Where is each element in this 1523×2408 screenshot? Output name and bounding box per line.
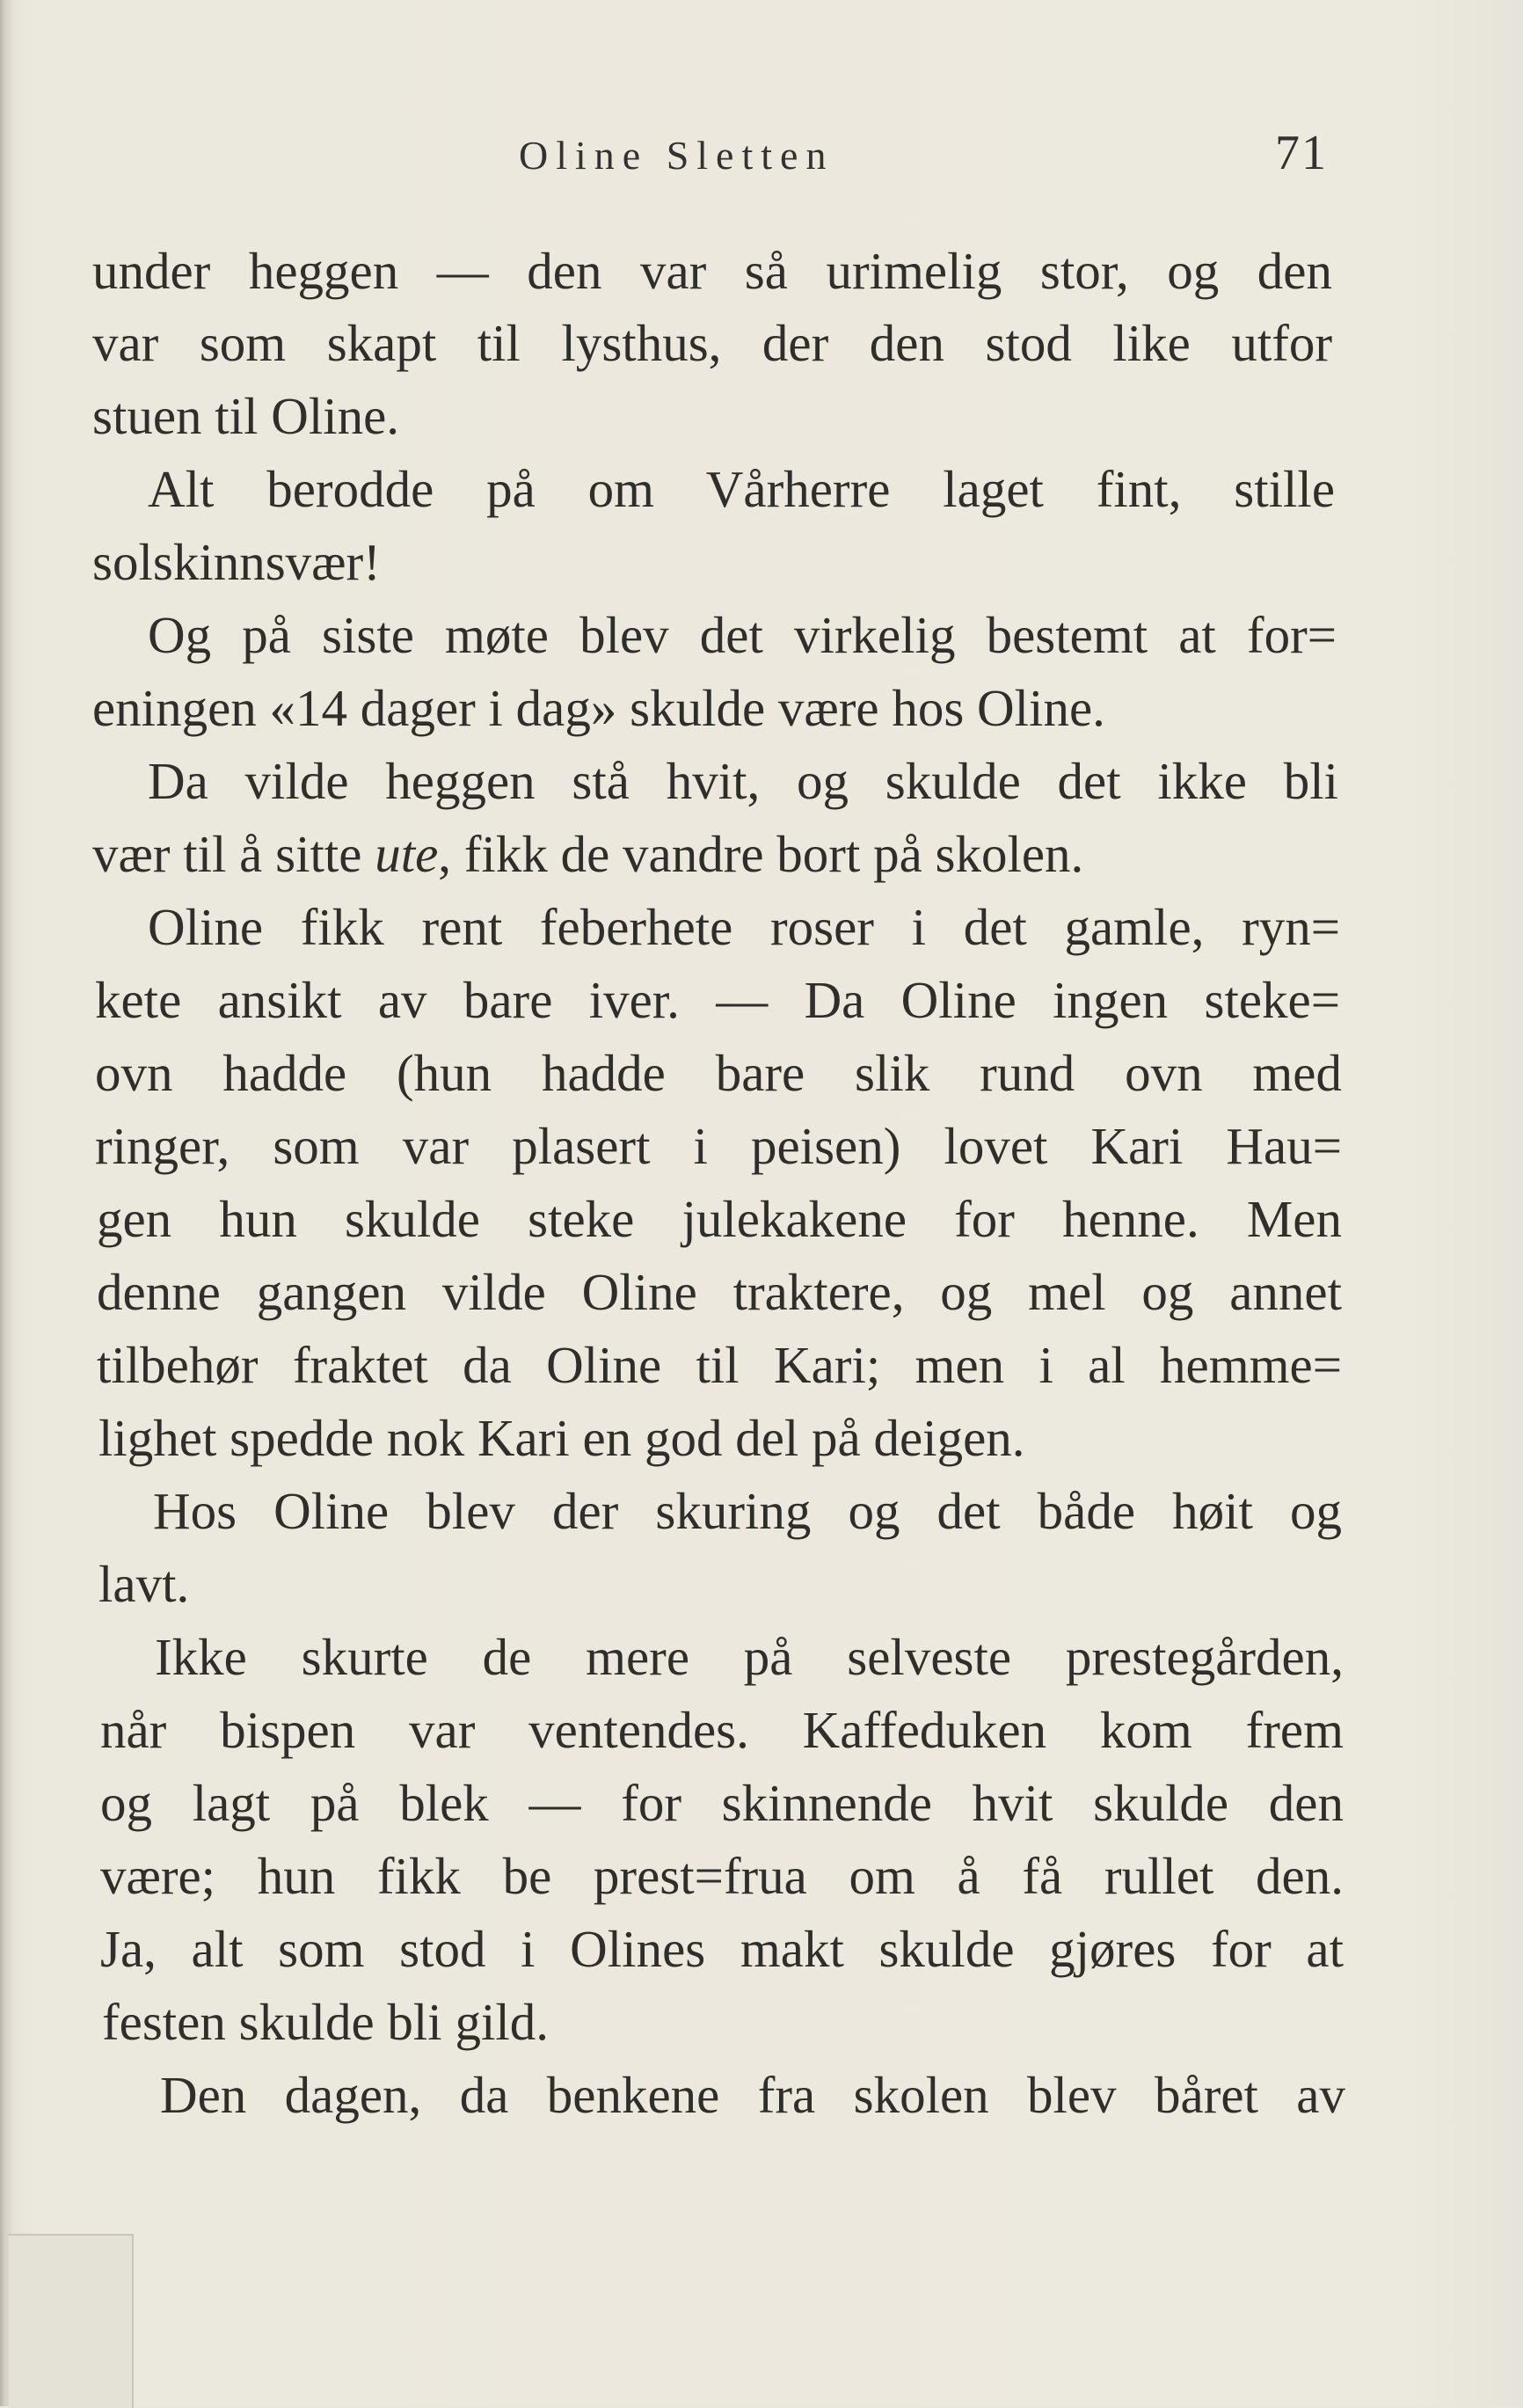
text-line-19: lavt.: [98, 1555, 190, 1613]
text-line-3: stuen til Oline.: [92, 387, 400, 445]
binding-edge: [0, 0, 12, 2406]
text-line-4: Alt berodde på om Vårherre laget fint, stille: [148, 460, 1335, 518]
text-line-1: under heggen — den var så urimelig stor, og den: [92, 242, 1332, 300]
text-line-17: lighet spedde nok Kari en god del på deigen.: [98, 1409, 1025, 1467]
text-line-23: være; hun fikk be prest=frua om å få rullet den.: [100, 1847, 1344, 1905]
text-line-2: var som skapt til lysthus, der den stod like utfor: [92, 314, 1332, 372]
text-segment: vær til å sitte: [92, 825, 362, 883]
text-line-13: ringer, som var plasert i peisen) lovet Kari Hau=: [95, 1117, 1342, 1175]
text-line-18: Hos Oline blev der skuring og det både høit og: [153, 1482, 1342, 1540]
text-line-25: festen skulde bli gild.: [102, 1993, 549, 2051]
text-line-9: [92, 823, 1083, 885]
italic-word: ute: [375, 825, 439, 883]
text-line-12: ovn hadde (hun hadde bare slik rund ovn med: [95, 1044, 1342, 1102]
text-segment: , fikk de vandre bort på skolen.: [438, 825, 1084, 883]
text-line-22: og lagt på blek — for skinnende hvit skulde den: [100, 1774, 1344, 1832]
text-line-7: eningen «14 dager i dag» skulde være hos Oline.: [92, 679, 1105, 737]
text-line-24: Ja, alt som stod i Olines makt skulde gjøres for at: [100, 1920, 1344, 1978]
library-pocket-mark: [9, 2234, 134, 2408]
text-line-6: Og på siste møte blev det virkelig bestemt at for=: [148, 606, 1337, 664]
text-line-14: gen hun skulde steke julekakene for henne. Men: [97, 1190, 1342, 1248]
text-line-10: Oline fikk rent feberhete roser i det gamle, ryn=: [148, 898, 1340, 956]
text-line-16: tilbehør fraktet da Oline til Kari; men i al hemme=: [97, 1336, 1342, 1394]
running-title: Oline Sletten: [519, 133, 834, 178]
text-line-8: Da vilde heggen stå hvit, og skulde det ikke bli: [148, 752, 1338, 810]
text-line-11: kete ansikt av bare iver. — Da Oline ingen steke=: [95, 971, 1340, 1029]
text-line-26: Den dagen, da benkene fra skolen blev båret av: [160, 2066, 1345, 2124]
text-line-5: solskinnsvær!: [92, 533, 381, 591]
page-number: 71: [1275, 126, 1328, 180]
text-line-21: når bispen var ventendes. Kaffeduken kom frem: [100, 1701, 1344, 1759]
text-line-15: denne gangen vilde Oline traktere, og mel og annet: [97, 1263, 1342, 1321]
text-line-20: Ikke skurte de mere på selveste prestegården,: [155, 1628, 1344, 1686]
